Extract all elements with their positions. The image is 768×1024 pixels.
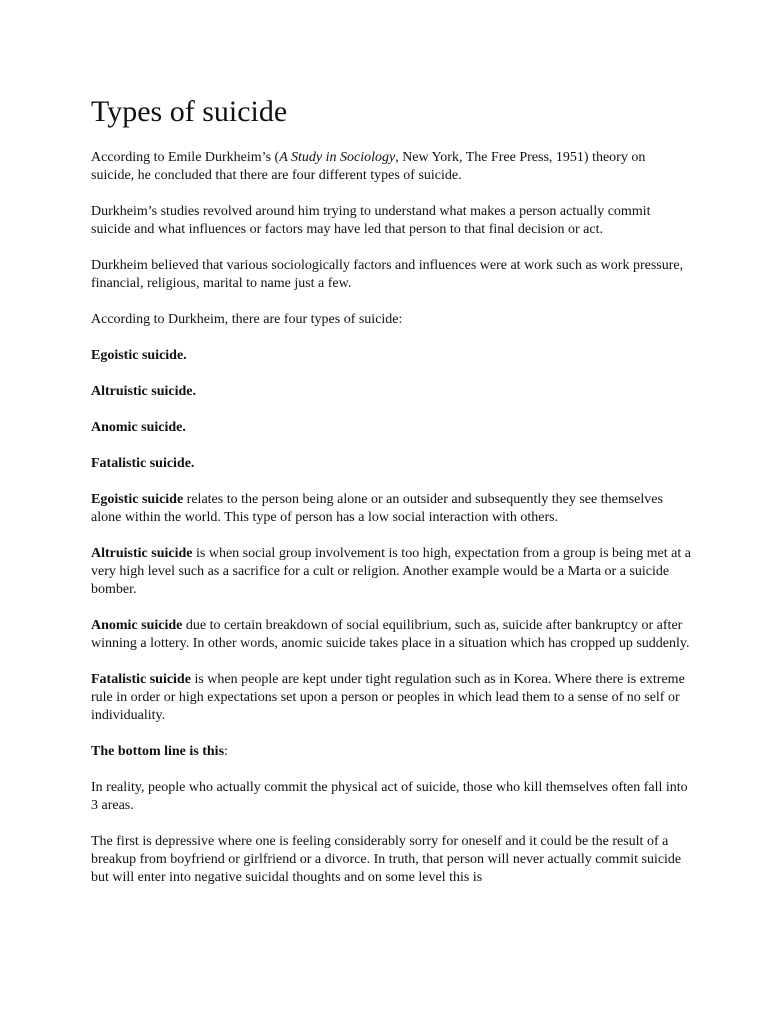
desc-anomic: due to certain breakdown of social equilibrium, such as, suicide after bankruptcy or after winning a lottery. In other words, anomic suicide takes place in a situation which has cropped up suddenly.	[91, 618, 690, 651]
list-item-fatalistic: Fatalistic suicide.	[91, 456, 195, 471]
paragraph-fatalistic	[91, 671, 691, 725]
term-egoistic: Egoistic suicide	[91, 492, 184, 507]
paragraph-bottom-line: The bottom line is this:	[91, 744, 228, 759]
desc-altruistic: is when social group involvement is too high, expectation from a group is being met at a very high level such as a sacrifice for a cult or religion. Another example would be a Marta or a suicide bomber.	[91, 546, 691, 597]
paragraph-egoistic	[91, 491, 691, 527]
paragraph-altruistic	[91, 545, 691, 599]
desc-egoistic: relates to the person being alone or an outsider and subsequently they see themselves alone within the world. This type of person has a low social interaction with others.	[91, 492, 663, 525]
term-fatalistic: Fatalistic suicide	[91, 672, 191, 687]
intro-text-after: , New York, The Free Press, 1951) theory on suicide, he concluded that there are four different types of suicide.	[91, 150, 646, 183]
paragraph-anomic	[91, 617, 691, 653]
paragraph-studies: Durkheim’s studies revolved around him trying to understand what makes a person actually commit suicide and what influences or factors may have led that person to that final decision or act.	[91, 204, 651, 237]
document-page	[91, 94, 691, 905]
intro-text-before: According to Emile Durkheim’s (	[91, 150, 280, 165]
book-title: A Study in Sociology	[279, 150, 396, 165]
list-item-egoistic: Egoistic suicide.	[91, 348, 187, 363]
paragraph-first-area: The first is depressive where one is feeling considerably sorry for oneself and it could be the result of a breakup from boyfriend or girlfriend or a divorce. In truth, that person will never actually commit suicide but will enter into negative suicidal thoughts and on some level this is	[91, 834, 682, 885]
list-item-anomic: Anomic suicide.	[91, 420, 186, 435]
paragraph-factors: Durkheim believed that various sociologically factors and influences were at work such as work pressure, financial, religious, marital to name just a few.	[91, 258, 684, 291]
bottom-line-heading: The bottom line is this	[91, 744, 225, 759]
desc-fatalistic: is when people are kept under tight regulation such as in Korea. Where there is extreme rule in order or high expectations set upon a person or peoples in which lead them to a sense of no self or individuality.	[91, 672, 685, 723]
paragraph-four-types: According to Durkheim, there are four types of suicide:	[91, 312, 403, 327]
paragraph-intro	[91, 149, 691, 185]
term-anomic: Anomic suicide	[91, 618, 183, 633]
paragraph-reality: In reality, people who actually commit the physical act of suicide, those who kill themselves often fall into 3 areas.	[91, 780, 688, 813]
term-altruistic: Altruistic suicide	[91, 546, 193, 561]
page-title: Types of suicide	[91, 95, 288, 128]
list-item-altruistic: Altruistic suicide.	[91, 384, 196, 399]
